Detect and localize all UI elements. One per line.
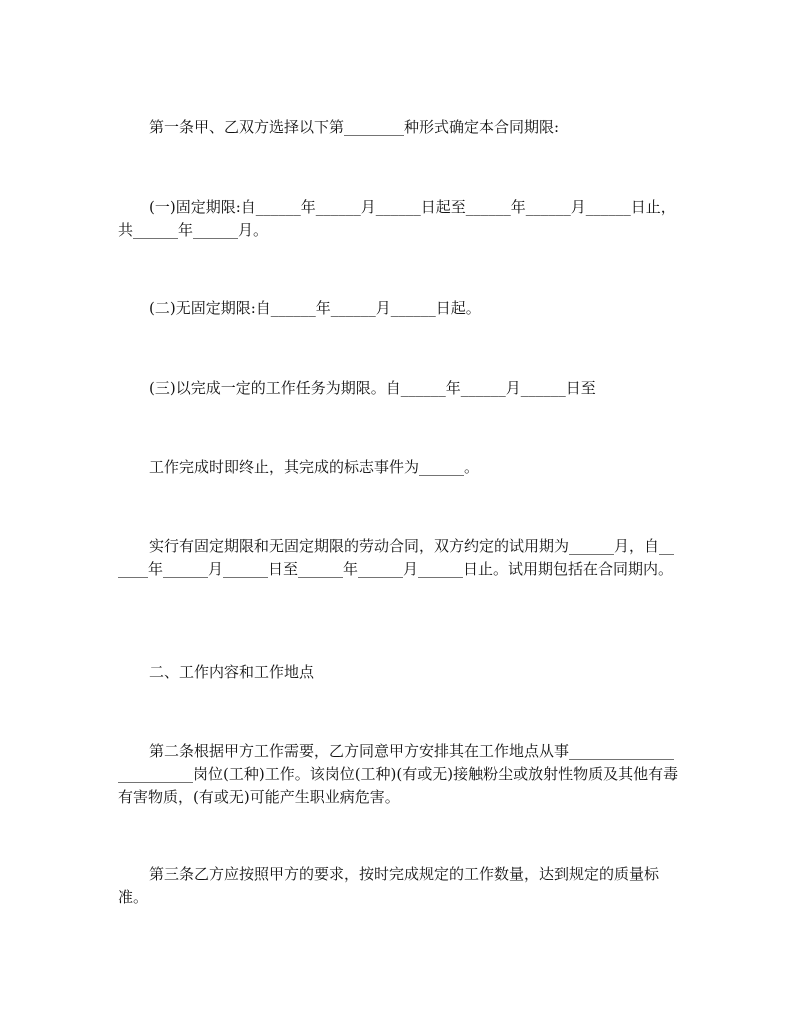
- clause-3-paragraph: 第三条乙方应按照甲方的要求，按时完成规定的工作数量，达到规定的质量标准。: [118, 865, 660, 906]
- probation-paragraph: 实行有固定期限和无固定期限的劳动合同，双方约定的试用期为______月，自______年______月______日至______年______月______日止。试用期包括在合同期内。: [118, 537, 675, 578]
- task-term-paragraph: (三)以完成一定的工作任务为期限。自______年______月______日至: [149, 379, 596, 397]
- clause-2-paragraph: 第二条根据甲方工作需要，乙方同意甲方安排其在工作地点从事________________________岗位(工种)工作。该岗位(工种)(有或无)接触粉尘或放射性物质及其他有毒有害物质，(有或无)可能产生职业病危害。: [118, 742, 679, 806]
- fixed-term-paragraph: (一)固定期限:自______年______月______日起至______年______月______日止，共______年______月。: [118, 198, 676, 239]
- open-term-paragraph: (二)无固定期限:自______年______月______日起。: [149, 299, 481, 317]
- section-2-heading: 二、工作内容和工作地点: [149, 663, 315, 681]
- clause-1-paragraph: 第一条甲、乙双方选择以下第________种形式确定本合同期限:: [149, 118, 560, 136]
- task-completion-paragraph: 工作完成时即终止，其完成的标志事件为______。: [149, 458, 480, 476]
